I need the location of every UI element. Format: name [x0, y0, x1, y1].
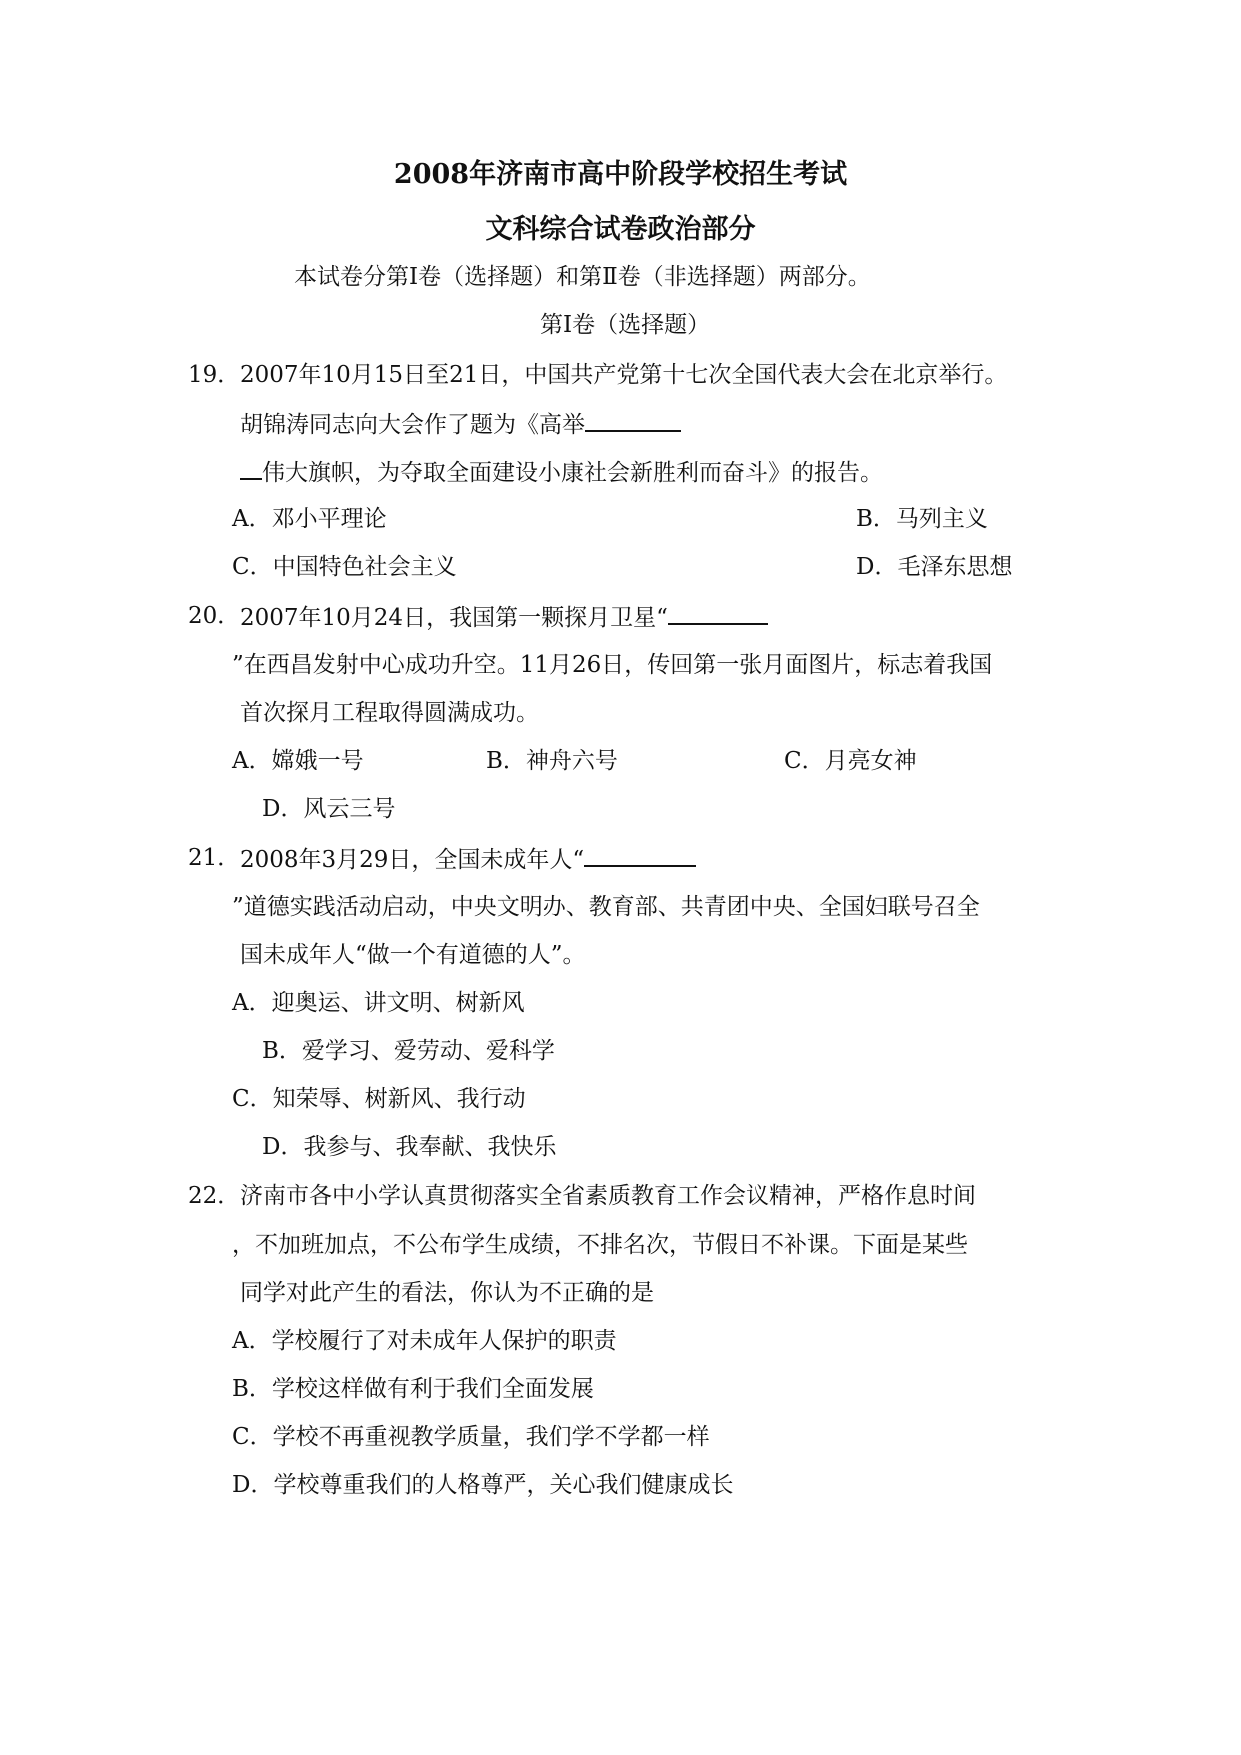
- question-stem-line: 首次探月工程取得圆满成功。: [240, 700, 539, 726]
- question-stem-line: 国未成年人“做一个有道德的人”。: [240, 942, 586, 968]
- answer-blank: [240, 456, 262, 480]
- question-stem-text: 2008年3月29日，全国未成年人“: [240, 847, 585, 873]
- answer-blank: [584, 843, 696, 867]
- exam-intro: 本试卷分第Ⅰ卷（选择题）和第Ⅱ卷（非选择题）两部分。: [294, 264, 871, 290]
- question-stem-line: ，不加班加点，不公布学生成绩，不排名次，节假日不补课。下面是某些: [232, 1232, 968, 1258]
- option-c: C．月亮女神: [784, 748, 917, 774]
- question-number: 20．: [188, 603, 241, 629]
- question-number: 22．: [188, 1183, 241, 1209]
- option-c: C．知荣辱、树新风、我行动: [232, 1086, 526, 1112]
- option-b: B．爱学习、爱劳动、爱科学: [262, 1038, 555, 1064]
- question-stem-text: 2007年10月24日，我国第一颗探月卫星“: [240, 605, 668, 631]
- answer-blank: [585, 408, 681, 432]
- question-stem-text: 伟大旗帜，为夺取全面建设小康社会新胜利而奋斗》的报告。: [262, 460, 883, 486]
- section-heading: 第Ⅰ卷（选择题）: [540, 312, 711, 338]
- answer-blank: [668, 601, 768, 625]
- question-stem-line: 2007年10月15日至21日，中国共产党第十七次全国代表大会在北京举行。: [240, 362, 1008, 388]
- question-stem-line: [240, 843, 696, 875]
- question-stem-line: [240, 601, 768, 633]
- question-stem-line: [240, 408, 681, 440]
- question-stem-line: 济南市各中小学认真贯彻落实全省素质教育工作会议精神，严格作息时间: [240, 1183, 976, 1209]
- option-c: C．学校不再重视教学质量，我们学不学都一样: [232, 1424, 710, 1450]
- option-a: A．嫦娥一号: [232, 748, 364, 774]
- exam-title: 2008年济南市高中阶段学校招生考试: [393, 159, 848, 190]
- option-a: A．学校履行了对未成年人保护的职责: [232, 1328, 617, 1354]
- question-number: 19．: [188, 362, 241, 388]
- question-stem-line: ”在西昌发射中心成功升空。11月26日，传回第一张月面图片，标志着我国: [232, 652, 993, 678]
- option-a: A．邓小平理论: [232, 506, 387, 532]
- question-stem-line: ”道德实践活动启动，中央文明办、教育部、共青团中央、全国妇联号召全: [232, 894, 980, 920]
- question-stem-line: 同学对此产生的看法，你认为不正确的是: [240, 1280, 654, 1306]
- option-d: D．我参与、我奉献、我快乐: [262, 1134, 557, 1160]
- option-d: D．学校尊重我们的人格尊严，关心我们健康成长: [232, 1472, 734, 1498]
- question-stem-text: 胡锦涛同志向大会作了题为《高举: [240, 412, 585, 438]
- option-b: B．神舟六号: [486, 748, 618, 774]
- exam-subtitle: 文科综合试卷政治部分: [485, 214, 756, 245]
- question-number: 21．: [188, 845, 241, 871]
- option-d: D．风云三号: [262, 796, 396, 822]
- option-b: B．马列主义: [856, 506, 988, 532]
- question-stem-line: [240, 456, 883, 488]
- option-b: B．学校这样做有利于我们全面发展: [232, 1376, 594, 1402]
- option-a: A．迎奥运、讲文明、树新风: [232, 990, 525, 1016]
- option-c: C．中国特色社会主义: [232, 554, 457, 580]
- option-d: D．毛泽东思想: [856, 554, 1013, 580]
